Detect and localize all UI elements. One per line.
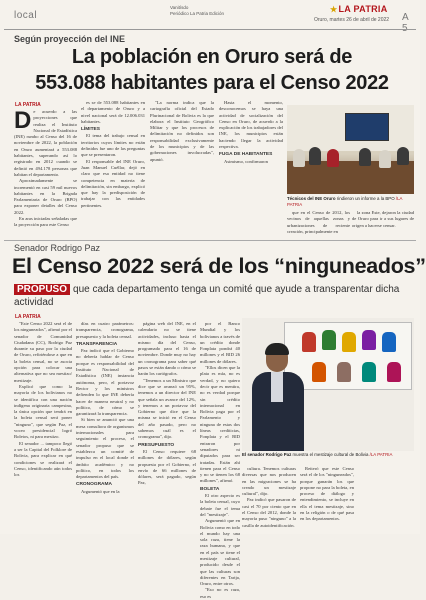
header-center-text (170, 5, 224, 17)
article1-byline: LA PATRIA (15, 102, 41, 108)
person (359, 148, 371, 166)
article2-photo (242, 318, 414, 451)
doll-figure (312, 362, 326, 382)
article1-column-2 (81, 100, 145, 236)
article2-headline: El Censo 2022 será de los “ninguneados” (12, 254, 426, 278)
article2-column-2 (76, 321, 134, 531)
article1-paragraph: la zona Este, dejaron la ciudad de Oruro para ir a sus lugares de origen a hacerse censar. (352, 210, 414, 228)
article1-paragraph: En aras iniciadas señaladas que la proyección para este Censo (14, 216, 77, 228)
article1-paragraph: es se de 553.088 habitantes en el departamento de Oruro y a nivel nacional será de 12.006.031 habitantes. (81, 100, 145, 124)
article2-paragraph: Argumentó que en la (81, 488, 120, 494)
article1-column-3 (150, 100, 283, 236)
doll-figure (337, 362, 351, 382)
header-divider (4, 29, 416, 30)
article2-paragraph: Reiteró que este Censo será el de los "ninguneados", porque ganarán los que propone no para la boleta, en proceso de diálogo y entendimiento, se incluye en ella el tema mestizaje, sino en la religión o de qué pasa en los departamentos. (300, 466, 354, 522)
article2-paragraph: cultura. Tenemos culturas diversas que nos producen en las migraciones se ha creado un mestizaje cultural", dijo. (242, 466, 296, 497)
article2-subhead-transparencia: TRANSPARENCIA (76, 341, 118, 347)
article1-paragraph: e acuerdo a las proyecciones que realiza el Instituto Nacional de Estadística (INE) rumbo al Censo del 16 de noviembre de 2022, la población en Oruro aumentará a 553.088 habitantes, superando así lo registrado en 2012 cuando se definió en 494.178 personas que habitan el departamento. (14, 109, 77, 177)
subheadline-tag: PROPUSO (14, 284, 70, 295)
article1-dropcap: D (14, 107, 32, 134)
article1-column-4 (287, 210, 350, 238)
article1-column-5 (352, 210, 414, 238)
article1-headline (12, 44, 412, 96)
caption-text: rindieron un informe a la BPO (335, 196, 395, 201)
header-center-line2: Periódico La Patria Edición (170, 11, 225, 16)
header-date: Oruro, martes 26 de abril de 2022 (314, 17, 390, 23)
article1-kicker: Según proyección del INE (14, 34, 126, 44)
caption-bold: Técnicos del INE Oruro (287, 196, 336, 201)
article2-paragraph: página web del INE, en el calendario no se tiene actividades, incluso hasta el mismo día del Censo, programado para el 16 de noviembre. Donde muy no hay un cronograma para saber qué pasos se están dando o cómo se harán los cartógrafos. (138, 321, 196, 377)
article2-column-6 (300, 466, 354, 531)
person (327, 149, 339, 167)
page-number: A (402, 12, 409, 23)
page-header (4, 0, 416, 30)
article2-paragraph: El otro aspecto es la boleta censal, cuyo debate fue el tema del "mestizaje". (200, 493, 240, 517)
article2-subhead-boleta: BOLETA (200, 486, 220, 492)
article2-paragraph: días en cuatro parámetros: transparencia, cronograma, presupuesto y la boleta censal. (76, 321, 134, 339)
senator-figure (250, 340, 304, 451)
meeting-table (287, 161, 414, 194)
article2-column-5 (242, 466, 296, 531)
article1-paragraph: Hasta el momento, desconocemos se haya una actividad de socialización del Censo en Oruro, de acuerdo a la explicación de los trabajadores del INE, los municipios están haciendo llegar la actividad respectiva. (219, 100, 283, 150)
article2-paragraph: Paz indicó que pasaron de casi el 70 por ciento que en el Censo del 2012, donde la mayoría puso "ninguno" a la casilla de autoidentificación. (242, 497, 296, 528)
article1-photo (287, 105, 414, 194)
doll-figure (302, 332, 316, 352)
article2-paragraph: El Censo requiere 68 millones de dólares, según propuesta por el Gobierno, el envío de 66 millones de dólares, será pagado, según Paz, (138, 448, 196, 486)
article2-column-3 (138, 321, 196, 531)
logo-text: LA PATRIA (338, 4, 388, 14)
article2-photo-caption (242, 452, 414, 458)
article-divider (4, 240, 416, 241)
doll-figure (362, 362, 376, 382)
article2-column-4 (200, 321, 240, 599)
article1-paragraph: que en el Censo de 2012, los vecinos de aquellas zonas y urbanizaciones de reciente creación, principalmente en (287, 210, 350, 234)
article1-paragraph: El tema del trabajo censal en territorios cuyos límites no están definidos fue uno de las preguntas que se presentaron. (81, 133, 145, 158)
doll-figure (322, 330, 336, 350)
article2-paragraph: por el Banco Mundial y los bolivianos a través de un crédito donde Fonplata pondrá 40 millones y el BID 26 millones de dólares. (200, 321, 240, 364)
article1-photo-caption (287, 196, 414, 207)
person (397, 147, 409, 165)
article1-paragraph: Asimismo, confirmaron (224, 158, 268, 164)
article1-paragraph: Aproximadamente se incrementó en casi 59 mil nuevos habitantes en la Brigada Parlamentaria de Oruro (BPO) para exponer detalles del Censo 2022. (14, 178, 77, 215)
article1-paragraph: "La norma indica que la cartografía oficial del Estado Plurinacional de Bolivia es la que elabora el Instituto Geográfico Militar y que los procesos de delimitación no definidos son responsabilidad exclusivamente de los municipios y de las gobernaciones involucradas", apuntó. (150, 100, 214, 162)
section-label: local (14, 10, 38, 21)
person (379, 150, 391, 168)
article2-paragraph: "Eso no es raza, eso es (200, 587, 240, 599)
caption-bold: El senador Rodrigo Paz (242, 452, 292, 457)
doll-figure (342, 332, 356, 352)
article2-paragraph: "Tenemos a un Ministro que dice que se avanzó un 95%, tenemos a un director del INE que señala un avance del 12%, y tenemos a un portavoz del Gobierno que dice que la misma se inició en el Censo del año pasado, pero no sabemos cuál es el cronograma", dijo. (138, 377, 196, 440)
article1-headline-line1: La población en Oruro será de (71, 46, 353, 68)
article2-paragraph: Si bien se anunció que una mesa consultora de organismos internacionales para seguimiento el proceso, el senador propuso que se establezca un comité de impulso en el local donde el ámbito académico y no político, en todos los departamentos del país. (76, 417, 134, 480)
article2-paragraph: El senador ... tampoco llegó a ser la Capital del Folklore de Bolivia, para explicar en qué condiciones se realizará el Censo, identificando aún todos los (14, 440, 72, 478)
person (309, 147, 321, 165)
article2-byline: LA PATRIA (15, 314, 41, 320)
doll-figure (387, 362, 401, 382)
person (293, 149, 305, 167)
article2-paragraph: Argumentó que en Bolivia como en todo el mundo hay una sola raza, tiene la raza humana, y que en el país se tiene el mestizaje cultural, producido desde el que las culturas son diferentes en Tarija, Oruro, entre otros. (200, 518, 240, 587)
article2-paragraph: "Ellos dicen que la plata es mía, no es verdad, y no quiero decir que es mentira, no es verdad porque sin crédito internacional en Bolivia paga por el Parlamento y ninguna de estas dos líneas crediticias, Fonplata y el BID entraron por senadores ni diputados para ser tratadas. Están ahí tienen para el Censo y no se tienen los 68 millones", afirmó. (200, 365, 240, 484)
caption-credit: /LA PATRIA (369, 452, 393, 457)
header-center-line1: Vanitísdo (170, 5, 189, 10)
presentation-screen (345, 113, 389, 141)
newspaper-logo (330, 4, 388, 14)
article2-paragraph: Paz indicó que el Gobierno no debería hablar de Censo porque es responsabilidad del Instituto Nacional de Estadística (INE) instancia autónoma, pero, el portavoz Rector y los ministros defienden lo que INE debería hacer de manera neutral y no político, de cómo se garantizará la transparencia. (76, 348, 134, 417)
article1-headline-line2: 553.088 habitantes para el Censo 2022 (35, 72, 389, 94)
article2-kicker: Senador Rodrigo Paz (14, 243, 101, 253)
article2-subhead-cronograma: CRONOGRAMA (76, 482, 112, 488)
article2-paragraph: "Este Censo 2022 será el de los ninguneados", afirmó por el senador de Comunidad Ciudadana (CC), Rodrigo Paz durante su paso por la ciudad de Oruro, refiriéndose a que en la boleta censal, no se asocia opción para colocar una alternativa que no sea mestizo/ mestizaje. (14, 321, 72, 383)
article2-subheadline (14, 283, 404, 309)
article1-paragraph: El responsable del INE Oruro, Juan Manuel Cuéllar, dejó en claro que esa entidad no tiene competencia en materia de delimitación, sin embargo, explicó que hay la predisposición de trabajar con las entidades pertinentes. (81, 158, 145, 208)
article2-paragraph: Explicó que como la mayoría de los bolivianos no se identifica con una nación indígena originaria campesina, la única opción que tendrá en la boleta censal será poner "ninguno", que según Paz, el voceo presidencial logró Boletos, ni para mestizo. (14, 383, 72, 440)
article2-column-1 (14, 321, 72, 531)
article1-column-1 (14, 109, 77, 236)
caption-credit: /LA PATRIA (287, 196, 403, 207)
article2-subhead-presupuesto: PRESUPUESTO (138, 442, 175, 448)
article1-subhead-limites: LÍMITES (81, 127, 100, 133)
doll-figure (382, 332, 396, 352)
doll-figure (362, 330, 376, 350)
star-icon: ★ (330, 5, 338, 14)
subheadline-text: que cada departamento tenga un comité que ayude a transparentar dicha actividad (14, 284, 400, 308)
caption-text: muestra el mestizaje cultural de Bolivia (291, 452, 369, 457)
article1-subhead-fuga: FUGA DE HABITANTES (219, 152, 273, 158)
